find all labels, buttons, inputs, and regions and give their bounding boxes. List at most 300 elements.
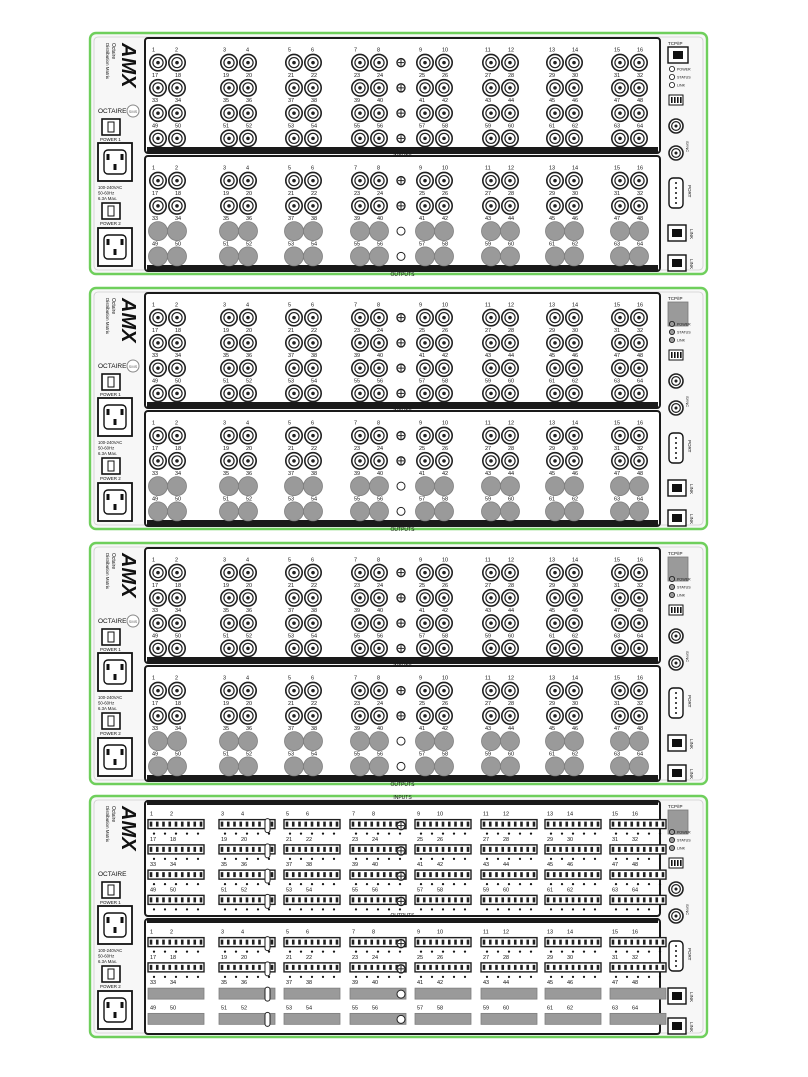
- terminal-block-17-dot: [164, 976, 166, 978]
- bnc-connector-63-pin: [618, 392, 622, 396]
- board-slot: [265, 844, 270, 858]
- port-number: 14: [572, 47, 579, 54]
- port-number: 40: [377, 353, 384, 360]
- terminal-block-55-dot: [388, 908, 390, 910]
- port-number: 7: [352, 929, 356, 936]
- blank-plate-57: [416, 247, 435, 266]
- dip-switch-lever: [674, 860, 676, 866]
- port-number: 53: [286, 887, 293, 894]
- terminal-block-21-dot: [300, 976, 302, 978]
- port-number: 2: [175, 420, 179, 427]
- bnc-connector-47-pin: [618, 111, 622, 115]
- port-number: 8: [377, 675, 381, 682]
- port-number: 5: [288, 302, 292, 309]
- port-number: 20: [241, 836, 248, 843]
- blank-plate-45: [546, 222, 565, 241]
- terminal-block-31-dot: [648, 976, 650, 978]
- blank-plate-38: [304, 222, 323, 241]
- terminal-block-5-pin: [329, 940, 332, 945]
- bnc-connector-44-pin: [508, 111, 512, 115]
- terminal-block-23-dot: [399, 976, 401, 978]
- port-number: 50: [175, 633, 182, 640]
- blank-plate-63: [611, 247, 630, 266]
- terminal-block-35-pin: [252, 872, 255, 877]
- blank-plate-47: [611, 477, 630, 496]
- port-number: 5: [288, 47, 292, 54]
- bnc-connector-35-pin: [227, 366, 231, 370]
- power-rating: 50-60Hz: [98, 445, 115, 451]
- terminal-block-35-dot: [257, 883, 259, 885]
- port-number: 19: [223, 327, 230, 334]
- dip-switch-lever: [671, 97, 673, 103]
- bnc-connector-53-pin: [292, 392, 296, 396]
- port-number: 46: [572, 471, 579, 478]
- bnc-connector-55-pin: [358, 647, 362, 651]
- port-number: 32: [637, 700, 644, 707]
- port-number: 23: [352, 836, 359, 843]
- port-number: 52: [246, 751, 253, 758]
- port-number: 63: [614, 123, 621, 130]
- port-number: 4: [241, 811, 245, 818]
- port-number: 47: [612, 980, 619, 987]
- link-label: LINK: [689, 259, 694, 270]
- bnc-connector-13-pin: [553, 61, 557, 65]
- terminal-block-23-pin: [383, 965, 386, 970]
- bnc-connector-24-pin: [377, 596, 381, 600]
- blank-plate-49: [149, 757, 168, 776]
- terminal-block-39-pin: [358, 872, 361, 877]
- bnc-connector-32-pin: [637, 459, 641, 463]
- terminal-block-17-dot: [186, 976, 188, 978]
- bnc-connector-13-pin: [553, 434, 557, 438]
- terminal-block-45-pin: [547, 872, 550, 877]
- port-number: 41: [417, 862, 424, 869]
- port-number: 61: [549, 123, 556, 130]
- sync-label: SYNC: [685, 141, 690, 153]
- terminal-block-33-dot: [197, 883, 199, 885]
- power-inlet-pin: [114, 504, 117, 510]
- blank-plate-40: [370, 732, 389, 751]
- bnc-connector-43-pin: [489, 621, 493, 625]
- power-rating: 6.3A Max.: [98, 196, 118, 201]
- power-inlet-pin: [121, 917, 124, 923]
- port-number: 60: [508, 633, 515, 640]
- board-label: OUTPUTS: [390, 527, 415, 533]
- port-number: 4: [246, 302, 250, 309]
- bnc-connector-28-pin: [508, 714, 512, 718]
- port-number: 21: [288, 582, 295, 589]
- terminal-block-45-pin: [565, 872, 568, 877]
- terminal-block-7-pin: [358, 822, 361, 827]
- bnc-connector-10-pin: [442, 179, 446, 183]
- bnc-connector-22-pin: [311, 86, 315, 90]
- port-number: 22: [306, 954, 313, 961]
- terminal-block-41-dot: [431, 883, 433, 885]
- terminal-block-13-dot: [561, 833, 563, 835]
- terminal-block-29-pin: [565, 847, 568, 852]
- terminal-block-11-pin: [483, 940, 486, 945]
- bnc-connector-32-pin: [637, 341, 641, 345]
- terminal-block-35-dot: [246, 883, 248, 885]
- port-number: 54: [306, 1005, 313, 1012]
- terminal-block-41-pin: [467, 872, 470, 877]
- port-number: 13: [549, 557, 556, 564]
- terminal-block-1-dot: [164, 951, 166, 953]
- port-number: 13: [549, 302, 556, 309]
- terminal-block-29-pin: [559, 965, 562, 970]
- port-number: 57: [419, 123, 426, 130]
- power-inlet-pin: [107, 1002, 110, 1008]
- terminal-block-7-pin: [370, 940, 373, 945]
- port-number: 54: [311, 496, 318, 503]
- tcpip-label: TCP/IP: [668, 551, 683, 556]
- board-label: OUTPUTS: [390, 913, 415, 919]
- terminal-block-19-pin: [252, 847, 255, 852]
- terminal-block-7-dot: [388, 951, 390, 953]
- port-number: 10: [437, 811, 444, 818]
- blank-plate-36: [239, 477, 258, 496]
- terminal-block-31-pin: [643, 847, 646, 852]
- port-number: 53: [288, 496, 295, 503]
- port-number: 51: [221, 887, 228, 894]
- terminal-block-7-dot: [377, 833, 379, 835]
- terminal-block-43-dot: [519, 883, 521, 885]
- terminal-block-31-dot: [648, 858, 650, 860]
- port-number: 59: [485, 378, 492, 385]
- port-number: 26: [442, 327, 449, 334]
- port-number: 8: [377, 47, 381, 54]
- terminal-block-11-pin: [495, 940, 498, 945]
- bnc-connector-44-pin: [508, 621, 512, 625]
- terminal-block-33-pin: [150, 872, 153, 877]
- power-inlet-pin: [114, 419, 117, 425]
- bnc-connector-6-pin: [311, 434, 315, 438]
- power-inlet-pin: [107, 494, 110, 500]
- blank-plate-56: [370, 247, 389, 266]
- terminal-block-5-dot: [300, 951, 302, 953]
- terminal-block-15-pin: [618, 822, 621, 827]
- terminal-block-63-pin: [655, 897, 658, 902]
- port-number: 21: [288, 72, 295, 79]
- port-number: 17: [150, 836, 157, 843]
- port-number: 58: [442, 496, 449, 503]
- blank-plate-60: [501, 757, 520, 776]
- port-number: 61: [549, 633, 556, 640]
- port-number: 29: [549, 445, 556, 452]
- bnc-connector-43-pin: [489, 111, 493, 115]
- port-number: 47: [612, 862, 619, 869]
- terminal-block-61-pin: [572, 897, 575, 902]
- terminal-block-25-pin: [460, 847, 463, 852]
- status-led: [669, 584, 674, 589]
- port-number: 18: [175, 582, 182, 589]
- terminal-block-31-pin: [662, 965, 665, 970]
- sync-bnc-out-pin: [674, 406, 677, 409]
- terminal-block-3-pin: [233, 940, 236, 945]
- terminal-block-43-pin: [526, 872, 529, 877]
- blank-plate-38: [304, 732, 323, 751]
- terminal-block-21-pin: [298, 847, 301, 852]
- bnc-connector-17-pin: [156, 596, 160, 600]
- port-number: 18: [175, 190, 182, 197]
- power-inlet-2-socket: [104, 745, 126, 769]
- terminal-block-13-dot: [572, 951, 574, 953]
- terminal-block-57-pin: [460, 897, 463, 902]
- terminal-block-15-pin: [624, 822, 627, 827]
- port-number: 48: [637, 726, 644, 733]
- power-switch-2-rocker: [108, 969, 114, 979]
- bnc-connector-13-pin: [553, 316, 557, 320]
- bnc-connector-34-pin: [175, 111, 179, 115]
- port-number: 26: [442, 582, 449, 589]
- serial-port-pin: [675, 187, 677, 189]
- blank-plate-57: [415, 1013, 471, 1024]
- bnc-connector-13-pin: [553, 571, 557, 575]
- port-number: 30: [572, 327, 579, 334]
- bnc-connector-24-pin: [377, 341, 381, 345]
- terminal-block-49-pin: [156, 897, 159, 902]
- mount-hole: [397, 762, 405, 770]
- tcpip-label: TCP/IP: [668, 296, 683, 301]
- terminal-block-23-pin: [377, 965, 380, 970]
- blank-plate-62: [565, 247, 584, 266]
- terminal-block-31-dot: [659, 858, 661, 860]
- terminal-block-29-dot: [594, 858, 596, 860]
- blank-plate-37: [285, 222, 304, 241]
- board-label-strip: [147, 520, 658, 525]
- bnc-connector-5-pin: [292, 689, 296, 693]
- bnc-connector-28-pin: [508, 204, 512, 208]
- port-number: 7: [354, 557, 358, 564]
- serial-port-pin: [675, 437, 677, 439]
- status-led: [669, 576, 674, 581]
- bnc-connector-14-pin: [572, 571, 576, 575]
- port-number: 25: [419, 327, 426, 334]
- port-number: 53: [286, 1005, 293, 1012]
- blank-plate-45: [546, 732, 565, 751]
- port-number: 38: [311, 471, 318, 478]
- port-number: 5: [288, 165, 292, 172]
- bnc-connector-50-pin: [175, 137, 179, 141]
- terminal-block-21-pin: [336, 965, 339, 970]
- port-number: 16: [637, 165, 644, 172]
- port-number: 4: [246, 47, 250, 54]
- terminal-block-17-pin: [181, 965, 184, 970]
- terminal-block-21-dot: [333, 976, 335, 978]
- terminal-block-61-pin: [597, 897, 600, 902]
- bnc-connector-40-pin: [377, 621, 381, 625]
- blank-plate-33: [149, 732, 168, 751]
- bnc-connector-58-pin: [442, 647, 446, 651]
- terminal-block-19-pin: [258, 965, 261, 970]
- bnc-connector-33-pin: [156, 366, 160, 370]
- power-label-2: POWER 2: [100, 984, 121, 989]
- port-number: 39: [354, 216, 361, 223]
- terminal-block-9-pin: [460, 940, 463, 945]
- port-number: 60: [508, 123, 515, 130]
- port-number: 46: [567, 862, 574, 869]
- terminal-block-31-pin: [624, 965, 627, 970]
- bnc-connector-14-pin: [572, 61, 576, 65]
- terminal-block-57-pin: [448, 897, 451, 902]
- port-number: 40: [377, 98, 384, 105]
- terminal-block-13-pin: [565, 940, 568, 945]
- status-led-label: POWER: [677, 830, 691, 835]
- bnc-connector-5-pin: [292, 61, 296, 65]
- port-number: 52: [246, 241, 253, 248]
- blank-plate-61: [545, 1013, 601, 1024]
- blank-plate-44: [501, 732, 520, 751]
- port-number: 56: [377, 633, 384, 640]
- terminal-block-11-dot: [486, 951, 488, 953]
- port-number: 34: [175, 98, 182, 105]
- port-number: 40: [377, 608, 384, 615]
- terminal-block-5-pin: [286, 940, 289, 945]
- blank-plate-51: [220, 757, 239, 776]
- port-number: 42: [442, 726, 449, 733]
- power-label-1: POWER 1: [100, 900, 121, 905]
- link-port-1-jack: [672, 229, 682, 237]
- status-led-label: LINK: [677, 338, 685, 343]
- dip-switch-lever: [671, 607, 673, 613]
- terminal-block-17-pin: [193, 847, 196, 852]
- blank-plate-45: [546, 477, 565, 496]
- terminal-block-29-dot: [572, 976, 574, 978]
- bnc-connector-18-pin: [175, 204, 179, 208]
- port-number: 62: [572, 633, 579, 640]
- port-number: 6: [306, 811, 310, 818]
- port-number: 37: [288, 98, 295, 105]
- bnc-connector-53-pin: [292, 647, 296, 651]
- dip-switch-lever: [680, 607, 682, 613]
- terminal-block-13-dot: [572, 833, 574, 835]
- bnc-connector-54-pin: [311, 392, 315, 396]
- port-number: 51: [223, 378, 230, 385]
- terminal-block-39-dot: [355, 883, 357, 885]
- port-number: 38: [306, 980, 313, 987]
- terminal-block-29-dot: [594, 976, 596, 978]
- port-number: 28: [508, 445, 515, 452]
- board-label-strip: [147, 402, 658, 407]
- terminal-block-37-dot: [311, 883, 313, 885]
- port-number: 33: [152, 353, 159, 360]
- port-number: 24: [377, 700, 384, 707]
- blank-plate-39: [351, 222, 370, 241]
- bnc-connector-16-pin: [637, 179, 641, 183]
- terminal-block-23-dot: [366, 858, 368, 860]
- port-number: 21: [288, 700, 295, 707]
- power-label-2: POWER 2: [100, 476, 121, 481]
- port-number: 20: [246, 445, 253, 452]
- port-number: 63: [614, 378, 621, 385]
- port-number: 27: [483, 954, 490, 961]
- terminal-block-49-dot: [153, 908, 155, 910]
- bnc-connector-31-pin: [618, 459, 622, 463]
- terminal-block-29-pin: [547, 847, 550, 852]
- terminal-block-1-pin: [168, 822, 171, 827]
- terminal-block-39-dot: [377, 883, 379, 885]
- terminal-block-13-pin: [597, 940, 600, 945]
- port-number: 2: [175, 47, 179, 54]
- board-slot: [265, 962, 270, 976]
- bnc-connector-3-pin: [227, 689, 231, 693]
- terminal-block-31-pin: [630, 847, 633, 852]
- terminal-block-37-pin: [304, 872, 307, 877]
- bnc-connector-27-pin: [489, 714, 493, 718]
- port-number: 20: [246, 72, 253, 79]
- port-number: 54: [311, 633, 318, 640]
- terminal-block-61-pin: [547, 897, 550, 902]
- terminal-block-61-pin: [559, 897, 562, 902]
- bnc-connector-36-pin: [246, 111, 250, 115]
- port-number: 57: [419, 241, 426, 248]
- terminal-block-11-pin: [508, 940, 511, 945]
- port-number: 25: [419, 72, 426, 79]
- terminal-block-39-dot: [388, 883, 390, 885]
- terminal-block-57-pin: [467, 897, 470, 902]
- terminal-block-47-dot: [637, 883, 639, 885]
- terminal-block-53-dot: [289, 908, 291, 910]
- terminal-block-49-dot: [197, 908, 199, 910]
- port-number: 56: [377, 378, 384, 385]
- bnc-connector-22-pin: [311, 341, 315, 345]
- terminal-block-13-pin: [547, 940, 550, 945]
- chassis-1-board-2: [145, 156, 660, 278]
- port-number: 46: [572, 353, 579, 360]
- terminal-block-47-pin: [637, 872, 640, 877]
- terminal-block-13-pin: [578, 822, 581, 827]
- terminal-block-19-pin: [246, 847, 249, 852]
- terminal-block-35-pin: [239, 872, 242, 877]
- port-number: 64: [637, 123, 644, 130]
- blank-plate-51: [220, 247, 239, 266]
- terminal-block-5-pin: [323, 940, 326, 945]
- bnc-connector-61-pin: [553, 647, 557, 651]
- port-number: 47: [614, 353, 621, 360]
- bnc-connector-20-pin: [246, 204, 250, 208]
- port-number: 42: [437, 980, 444, 987]
- serial-port-pin: [675, 712, 677, 714]
- terminal-block-53-dot: [311, 908, 313, 910]
- port-number: 24: [377, 582, 384, 589]
- terminal-block-59-dot: [530, 908, 532, 910]
- terminal-block-23-dot: [388, 976, 390, 978]
- port-number: 30: [572, 190, 579, 197]
- terminal-block-39-pin: [370, 872, 373, 877]
- terminal-block-17-pin: [200, 847, 203, 852]
- mount-hole: [397, 990, 405, 998]
- terminal-block-25-dot: [442, 976, 444, 978]
- terminal-block-5-pin: [304, 822, 307, 827]
- port-number: 12: [503, 929, 510, 936]
- terminal-block-11-dot: [497, 833, 499, 835]
- serial-port-pin: [675, 182, 677, 184]
- terminal-block-7-dot: [355, 833, 357, 835]
- power-label-2: POWER 2: [100, 731, 121, 736]
- bnc-connector-19-pin: [227, 459, 231, 463]
- port-number: 38: [306, 862, 313, 869]
- port-number: 6: [311, 420, 315, 427]
- bnc-connector-29-pin: [553, 459, 557, 463]
- terminal-block-27-pin: [483, 965, 486, 970]
- terminal-block-13-pin: [559, 822, 562, 827]
- terminal-block-63-dot: [659, 908, 661, 910]
- bnc-connector-8-pin: [377, 571, 381, 575]
- tcpip-label: TCP/IP: [668, 804, 683, 809]
- bnc-connector-35-pin: [227, 111, 231, 115]
- port-number: 34: [175, 608, 182, 615]
- model-name: Octaire: [110, 298, 116, 315]
